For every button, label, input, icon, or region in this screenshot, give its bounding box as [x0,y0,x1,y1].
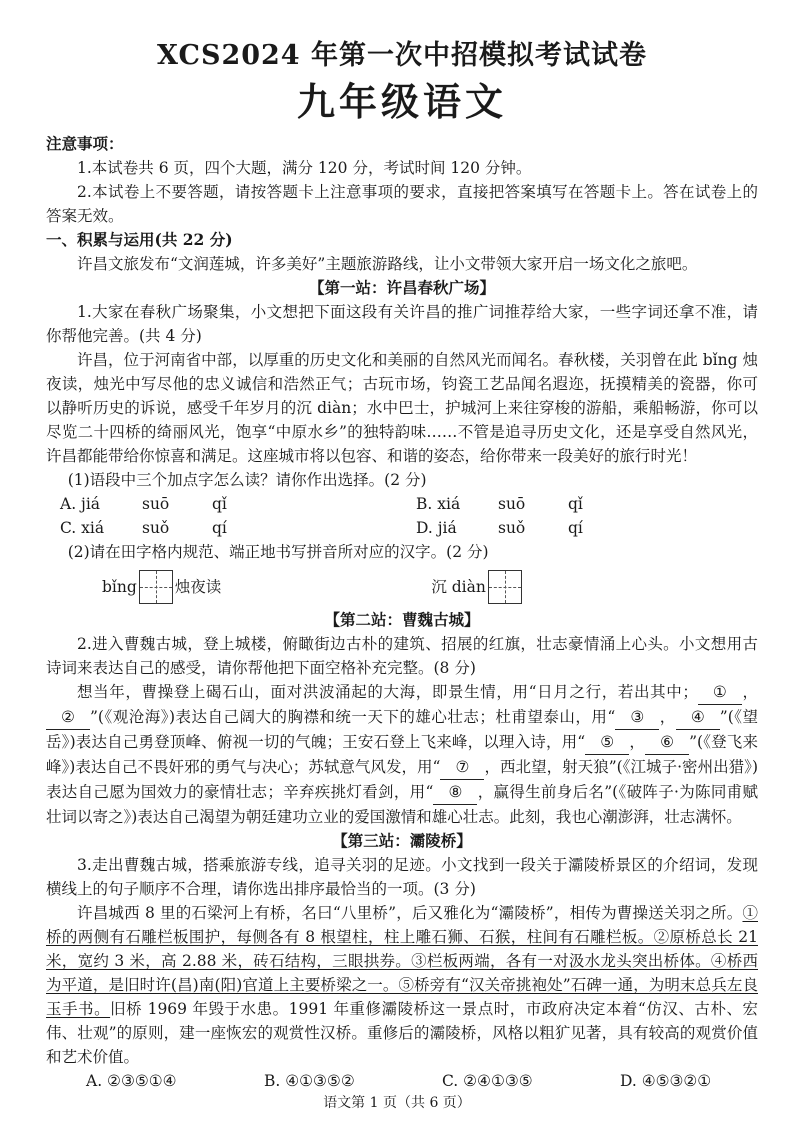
choice-b[interactable]: B. ④①③⑤② [264,1072,355,1090]
page-footer: 语文第 1 页（共 6 页） [323,1095,471,1111]
notice-item-2: 2.本试卷上不要答题，请按答题卡上注意事项的要求，直接把答案填写在答题卡上。答在试卷上的答案无效。 [46,183,758,225]
option-reading-2: suō [498,495,526,513]
pinyin-options [46,492,758,540]
question-3: 3.走出曹魏古城，搭乘旅游专线，追寻关羽的足迹。小文找到一段关于灞陵桥景区的介绍词，发现横线上的句子顺序不合理，请你选出排序最恰当的一项。(3 分) [46,856,758,898]
question-1-sub2: (2)请在田字格内规范、端正地书写拼音所对应的汉字。(2 分) [67,543,489,561]
option-b[interactable] [402,492,758,516]
part1-intro: 许昌文旅发布“文润莲城，许多美好”主题旅游路线，让小文带领大家开启一场文化之旅吧。 [77,255,698,273]
option-d[interactable] [402,516,758,540]
poetry-text: ”(《观沧海》)表达自己阔大的胸襟和统一天下的雄心壮志；杜甫望泰山，用“ [90,708,616,726]
blank-6[interactable]: ⑥ [645,730,689,755]
blank-2[interactable]: ② [46,705,90,730]
option-label: C. xiá [60,519,105,537]
xuchang-passage: 许昌，位于河南省中部，以厚重的历史文化和美丽的自然风光而闻名。春秋楼，关羽曾在此 bǐng 烛夜读，烛光中写尽他的忠义诚信和浩然正气；古玩市场，钧瓷工艺品闻名遐迩，抚摸精美的瓷器，你可以静听历史的诉说，感受千年岁月的沉 diàn；水中巴士，护城河上来往穿梭的游船，乘船畅游，你可以尽览二十四桥的绮丽风光，饱享“中原水乡”的独特韵味……不管是追寻历史文化，还是享受自然风光，许昌都能带给你惊喜和满足。这座城市将以包容、和谐的姿态，给你带来一段美好的旅行时光！ [46,351,758,465]
option-a[interactable] [46,492,402,516]
option-reading-3: qí [212,519,227,537]
poetry-text: ，西北望，射天狼”(《江城子·密州出猎》)表达自己愿为国效力的豪情壮志；辛弃疾挑灯看剑，用“ [46,758,758,801]
ordering-choices [46,1069,758,1093]
option-reading-3: qí [568,519,583,537]
question-1-sub1: (1)语段中三个加点字怎么读？请你作出选择。(2 分) [67,471,427,489]
bridge-text-tail: 旧桥 1969 年毁于水患。1991 年重修灞陵桥这一景点时，市政府决定本着“仿汉、古朴、宏伟、壮观”的原则，建一座恢宏的观赏性汉桥。重修后的灞陵桥，风格以粗犷见著，具有较高的观赏价值和艺术价值。 [46,1000,758,1066]
tianzige-box-1[interactable] [139,570,173,604]
blank-8[interactable]: ⑧ [433,780,477,805]
bridge-passage [46,901,758,1069]
poetry-text: ”(《望岳》)表达自己勇登顶峰、俯视一切的气魄；王安石登上飞来峰，以理入诗，用“ [46,708,758,751]
option-reading-2: suǒ [142,519,170,537]
choice-c[interactable]: C. ②④①③⑤ [442,1072,533,1090]
poetry-fill-passage [46,680,758,829]
question-2: 2.进入曹魏古城，登上城楼，俯瞰街边古朴的建筑、招展的红旗，壮志豪情涌上心头。小文想用古诗词来表达自己的感受，请你帮他把下面空格补充完整。(8 分) [46,635,758,677]
option-reading-3: qǐ [212,495,227,513]
station3-title: 【第三站：灞陵桥】 [332,831,472,850]
bridge-text-underlined: ①桥的两侧有石雕栏板围护，每侧各有 8 根望柱，柱上雕石狮、石猴，柱间有石雕栏板。②原桥总长 21 米，宽约 3 米，高 2.88 米，砖石结构，三眼拱券。③栏板两端，各有一对汲水龙头突出桥体。④桥西为平道，是旧时许(昌)南(阳)官道上主要桥梁之一。⑤桥旁有“汉关帝挑袍处”石碑一通，为明末总兵左良玉手书。 [46,904,758,1018]
notice-item-1: 1.本试卷共 6 页，四个大题，满分 120 分，考试时间 120 分钟。 [77,159,532,177]
option-c[interactable] [46,516,402,540]
option-label: D. jiá [416,519,457,537]
poetry-text: ， [629,733,646,751]
station1-title: 【第一站：许昌春秋广场】 [308,278,495,297]
grid-right-prefix: 沉 diàn [431,578,486,596]
option-reading-2: suō [142,495,170,513]
choice-a[interactable]: A. ②③⑤①④ [86,1072,177,1090]
grid-left-rest: 烛夜读 [174,578,222,596]
exam-title: XCS2024 年第一次中招模拟考试试卷 [156,40,647,71]
choice-d[interactable]: D. ④⑤③②① [620,1072,712,1090]
question-1: 1.大家在春秋广场聚集，小文想把下面这段有关许昌的推广词推荐给大家，一些字词还拿不准，请你帮他完善。(共 4 分) [46,303,758,345]
poetry-text: 想当年，曹操登上碣石山，面对洪波涌起的大海，即景生情，用“日月之行，若出其中； [77,683,698,701]
option-reading-3: qǐ [568,495,583,513]
notice-heading: 注意事项： [46,134,124,153]
poetry-text: ， [741,683,758,701]
bridge-text-head: 许昌城西 8 里的石梁河上有桥，名曰“八里桥”，后又雅化为“灞陵桥”，相传为曹操送关羽之所。 [77,904,743,922]
part1-heading: 一、积累与运用(共 22 分) [46,230,233,249]
subject-title: 九年级语文 [296,79,507,124]
option-reading-2: suǒ [498,519,526,537]
option-label: A. jiá [60,495,101,513]
poetry-text: ”(《登飞来峰》)表达自己不畏奸邪的勇气与决心；苏轼意气风发，用“ [46,733,758,776]
poetry-text: ， [659,708,676,726]
station2-title: 【第二站：曹魏古城】 [324,610,480,629]
blank-5[interactable]: ⑤ [585,730,629,755]
poetry-text: ，赢得生前身后名”(《破阵子·为陈同甫赋壮词以寄之》)表达自己渴望为朝廷建功立业的爱国激情和雄心壮志。此刻，我也心潮澎湃，壮志满怀。 [46,783,758,826]
tianzige-row [46,570,758,604]
tianzige-box-2[interactable] [488,570,522,604]
blank-1[interactable]: ① [698,680,742,705]
blank-4[interactable]: ④ [676,705,720,730]
exam-page [46,38,758,1093]
option-label: B. xiá [416,495,461,513]
grid-left-pinyin: bǐng [102,578,137,596]
blank-3[interactable]: ③ [615,705,659,730]
blank-7[interactable]: ⑦ [440,755,484,780]
